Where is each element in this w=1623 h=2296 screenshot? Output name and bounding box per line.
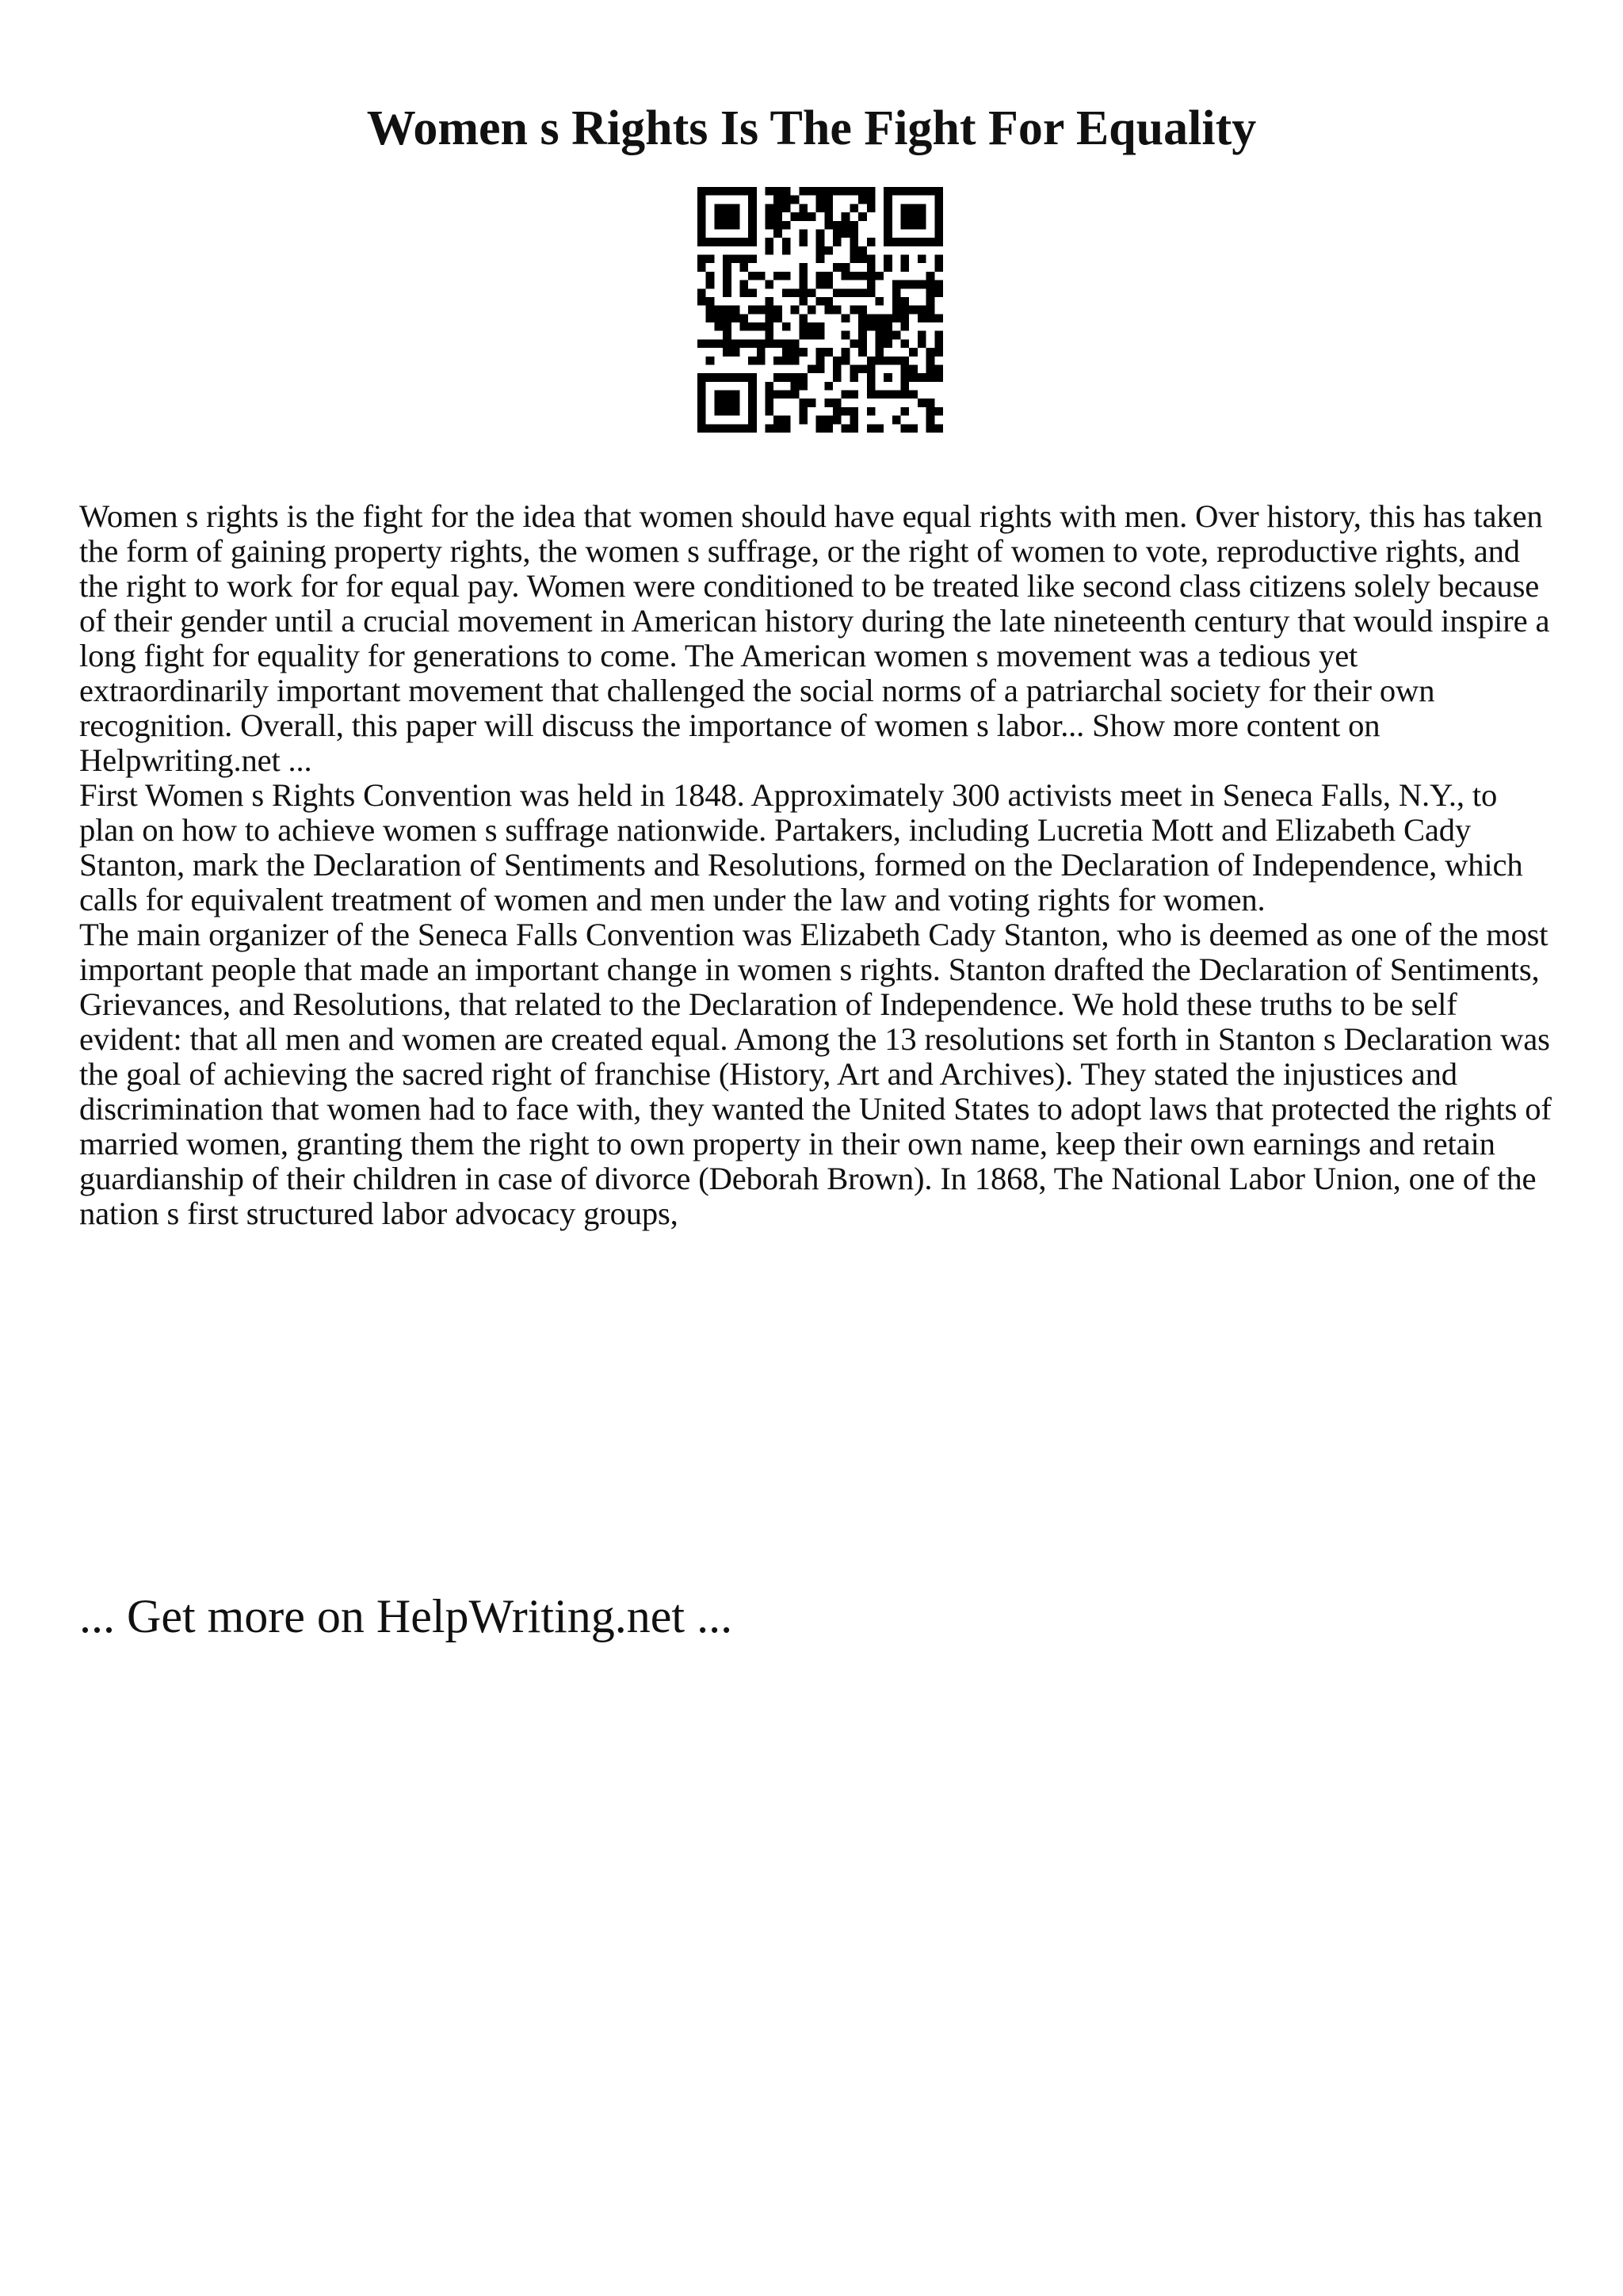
document-title: Women s Rights Is The Fight For Equality (366, 101, 1257, 155)
qr-code-icon (697, 187, 943, 433)
paragraph-2: First Women s Rights Convention was held in 1848. Approximately 300 activists meet in Seneca Falls, N.Y., to plan on how to achieve women s suffrage nationwide. Partakers, including Lucretia Mott and Elizabeth Cady Stanton, mark the Declaration of Sentiments and Resolutions, formed on the Declaration of Independence, which calls for equivalent treatment of women and men under the law and voting rights for women. (79, 777, 1523, 917)
body-text (79, 499, 1553, 1231)
get-more-link[interactable]: ... Get more on HelpWriting.net ... (79, 1590, 733, 1642)
paragraph-3: The main organizer of the Seneca Falls Convention was Elizabeth Cady Stanton, who is deemed as one of the most important people that made an important change in women s rights. Stanton drafted the Declaration of Sentiments, Grievances, and Resolutions, that related to the Declaration of Independence. We hold these truths to be self evident: that all men and women are created equal. Among the 13 resolutions set forth in Stanton s Declaration was the goal of achieving the sacred right of franchise (History, Art and Archives). They stated the injustices and discrimination that women had to face with, they wanted the United States to adopt laws that protected the rights of married women, granting them the right to own property in their own name, keep their own earnings and retain guardianship of their children in case of divorce (Deborah Brown). In 1868, The National Labor Union, one of the nation s first structured labor advocacy groups, (79, 917, 1552, 1231)
paragraph-1: Women s rights is the fight for the idea that women should have equal rights with men. Over history, this has taken the form of gaining property rights, the women s suffrage, or the right of women to vote, reproductive rights, and the right to work for for equal pay. Women were conditioned to be treated like second class citizens solely because of their gender until a crucial movement in American history during the late nineteenth century that would inspire a long fight for equality for generations to come. The American women s movement was a tedious yet extraordinarily important movement that challenged the social norms of a patriarchal society for their own recognition. Overall, this paper will discuss the importance of women s labor... Show more content on Helpwriting.net ... (79, 498, 1550, 778)
